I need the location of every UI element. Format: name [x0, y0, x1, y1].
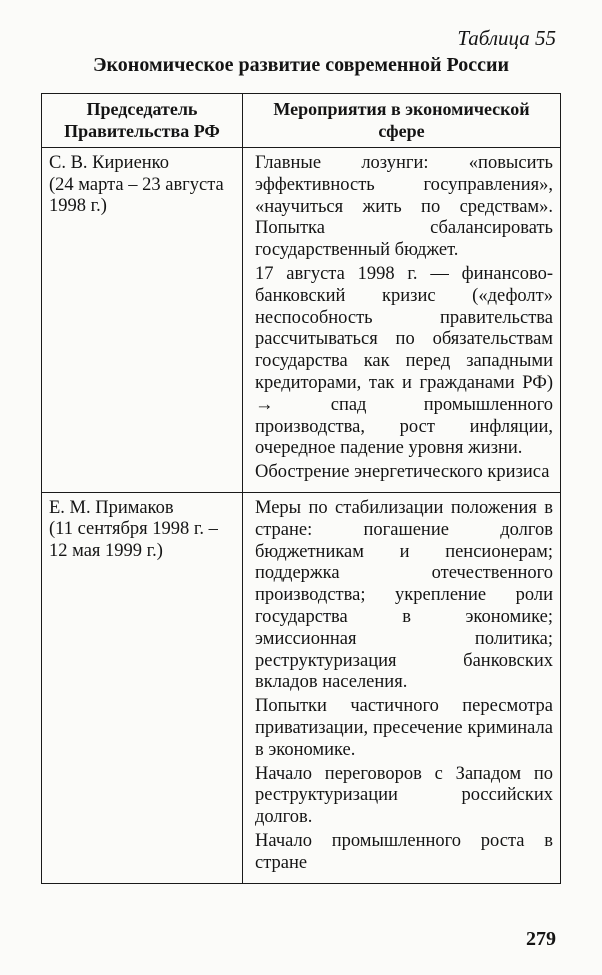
header-chairman: Председатель Правительства РФ: [42, 94, 243, 148]
measure-paragraph: Обострение энергетического кризиса: [255, 462, 550, 483]
page-number: 279: [526, 928, 556, 950]
chairman-name: С. В. Кириенко: [49, 153, 169, 173]
chairman-dates: (24 марта – 23 августа 1998 г.): [49, 174, 224, 216]
table-header-row: [42, 94, 561, 148]
table-row: [42, 492, 561, 883]
table-caption: Таблица 55: [457, 26, 556, 50]
measures-cell: [243, 492, 561, 883]
chairman-cell: [42, 492, 243, 883]
measure-paragraph: 17 августа 1998 г. — финансово-банковский кризис («дефолт» неспособность правительства рассчитываться по обязательствам государства как перед западными кредиторами, так и гражданами РФ) → спад промышленного производства, рост инфляции, очередное падение уровня жизни.: [255, 263, 553, 459]
economic-development-table: [41, 93, 561, 884]
measure-paragraph: Начало переговоров с Западом по реструктуризации российских долгов.: [255, 763, 553, 828]
measure-paragraph: Попытки частичного пересмотра приватизации, пресечение криминала в экономике.: [255, 696, 553, 760]
chairman-name: Е. М. Примаков: [49, 497, 174, 518]
measures-cell: [243, 148, 561, 493]
chairman-dates: (11 сентября 1998 г. – 12 мая 1999 г.): [49, 519, 218, 561]
measure-paragraph: Главные лозунги: «повысить эффективность госуправления», «научиться жить по средствам». Попытка сбалансировать государственный бюджет.: [255, 153, 553, 261]
chairman-cell: [42, 148, 243, 493]
measure-paragraph: Начало промышленного роста в стране: [255, 830, 553, 873]
measure-paragraph: Меры по стабилизации положения в стране: погашение долгов бюджетникам и пенсионерам; поддержка отечественного производства; укрепление роли государства в экономике; эмиссионная политика; реструктуризация банковских вкладов населения.: [255, 497, 553, 693]
table-title: Экономическое развитие современной России: [92, 54, 509, 76]
header-measures: Мероприятия в экономической сфере: [243, 94, 561, 148]
table-row: [42, 148, 561, 493]
